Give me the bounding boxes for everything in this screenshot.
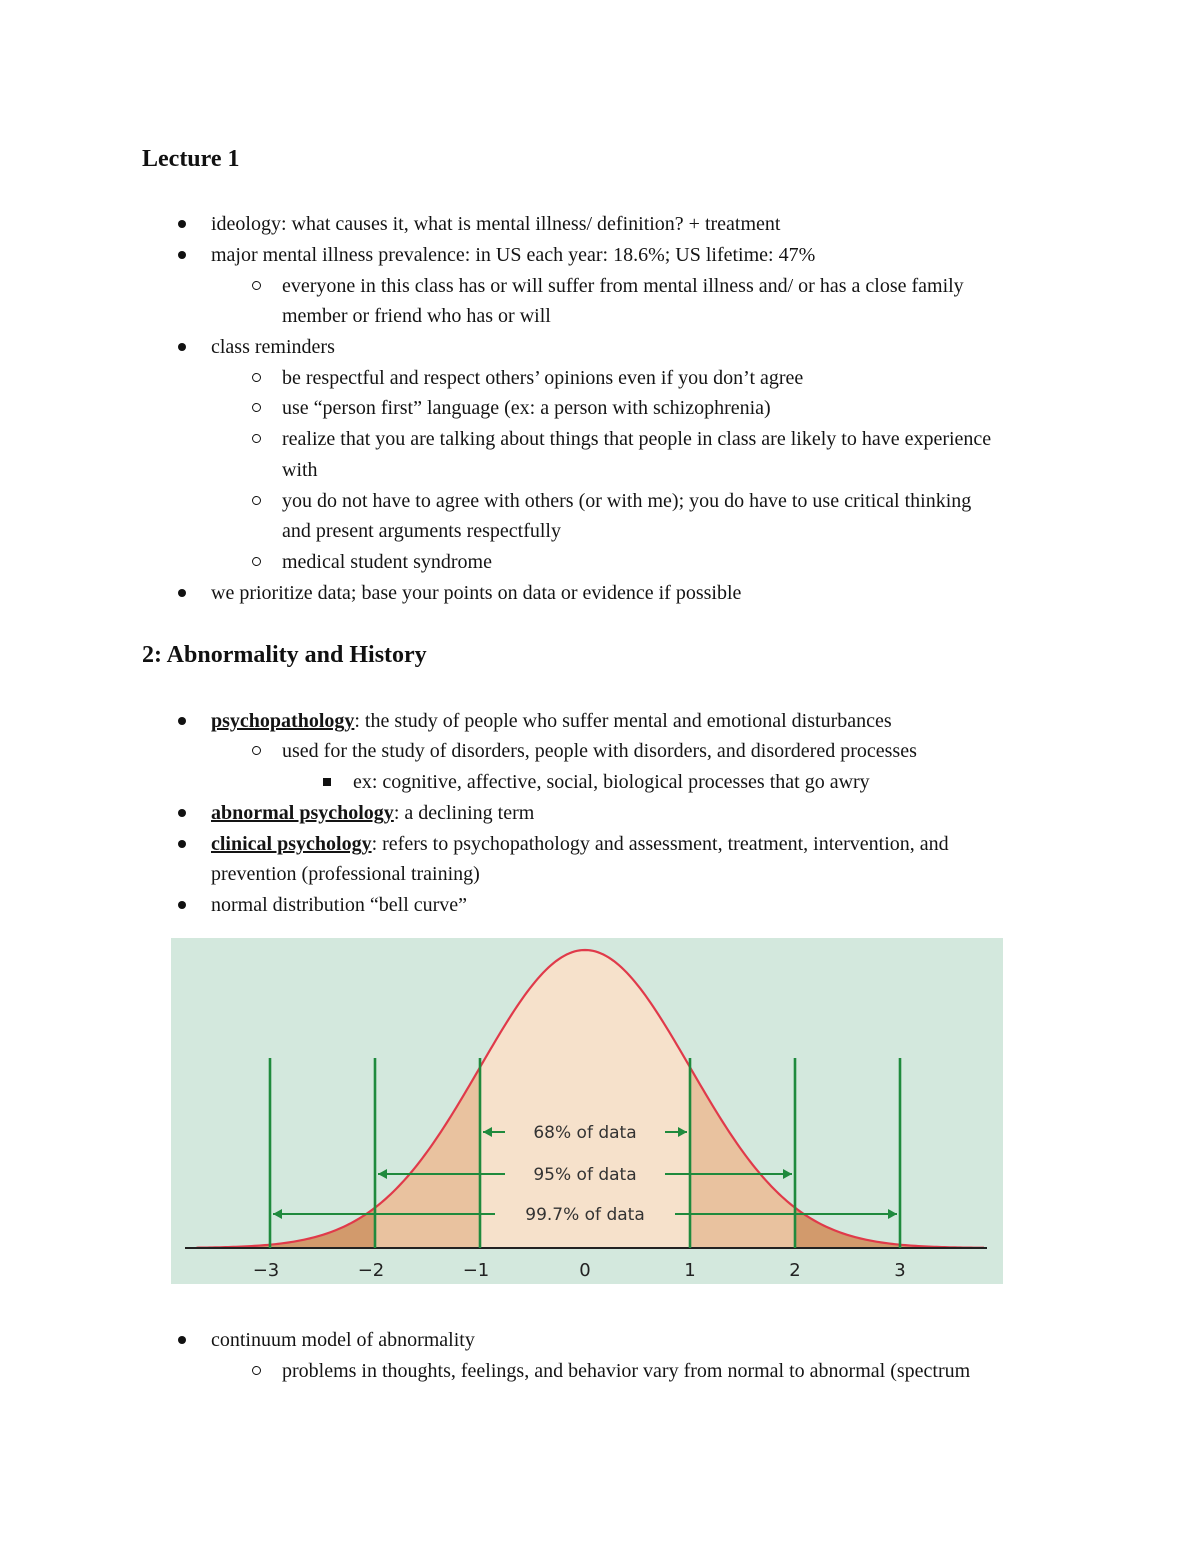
bullet-dot: [172, 332, 192, 362]
bullet-circle: [246, 271, 266, 301]
interval-label: 99.7% of data: [525, 1205, 645, 1225]
definition-abnormal-psychology: : a declining term: [393, 802, 535, 824]
bullet-dot: [172, 829, 192, 859]
sub-item-problems-vary: problems in thoughts, feelings, and behavior vary from normal to abnormal (spectrum: [282, 1360, 971, 1382]
definition-psychopathology: : the study of people who suffer mental and emotional disturbances: [354, 710, 892, 732]
list-item-clinical-psychology: [211, 829, 949, 859]
bullet-square: [317, 767, 337, 797]
definition-clinical-psychology: : refers to psychopathology and assessment, treatment, intervention, and: [371, 833, 949, 855]
term-psychopathology: psychopathology: [211, 710, 355, 732]
sub-item-used-for: used for the study of disorders, people with disorders, and disordered processes: [282, 740, 917, 762]
bullet-circle: [246, 486, 266, 516]
sub-item-realize-line1: realize that you are talking about things that people in class are likely to have experience: [282, 428, 992, 450]
list-item-psychopathology: [211, 706, 892, 736]
definition-clinical-psychology-line2: prevention (professional training): [211, 863, 480, 885]
x-tick-label: 3: [894, 1260, 906, 1281]
list-item-abnormal-psychology: [211, 798, 534, 828]
x-tick-label: 0: [579, 1260, 591, 1281]
heading-abnormality-history: 2: Abnormality and History: [142, 642, 427, 668]
list-item-ideology: ideology: what causes it, what is mental illness/ definition? + treatment: [211, 213, 781, 235]
bullet-dot: [172, 798, 192, 828]
term-clinical-psychology: clinical psychology: [211, 833, 372, 855]
sub-item-agree-line1: you do not have to agree with others (or with me); you do have to use critical thinking: [282, 490, 972, 512]
sub-sub-item-examples: ex: cognitive, affective, social, biological processes that go awry: [353, 771, 870, 793]
bullet-circle: [246, 363, 266, 393]
sub-item-medical-student: medical student syndrome: [282, 551, 492, 573]
list-item-continuum-model: continuum model of abnormality: [211, 1329, 475, 1351]
bullet-dot: [172, 578, 192, 608]
sub-item-agree-line2: and present arguments respectfully: [282, 520, 561, 542]
bullet-dot: [172, 1325, 192, 1355]
bullet-dot: [172, 890, 192, 920]
sub-item-person-first: use “person first” language (ex: a person with schizophrenia): [282, 397, 771, 419]
sub-item-everyone-line1: everyone in this class has or will suffer from mental illness and/ or has a close family: [282, 275, 964, 297]
interval-label: 95% of data: [533, 1165, 637, 1185]
x-tick-label: 1: [684, 1260, 696, 1281]
x-tick-label: −2: [357, 1260, 385, 1281]
bullet-circle: [246, 547, 266, 577]
bullet-dot: [172, 209, 192, 239]
list-item-prevalence: major mental illness prevalence: in US each year: 18.6%; US lifetime: 47%: [211, 244, 816, 266]
bullet-circle: [246, 736, 266, 766]
sub-item-everyone-line2: member or friend who has or will: [282, 305, 551, 327]
bullet-circle: [246, 1356, 266, 1386]
bullet-dot: [172, 240, 192, 270]
heading-lecture-1: Lecture 1: [142, 146, 240, 172]
term-abnormal-psychology: abnormal psychology: [211, 802, 394, 824]
bell-curve-svg: [171, 938, 1003, 1284]
bullet-circle: [246, 393, 266, 423]
list-item-normal-distribution: normal distribution “bell curve”: [211, 894, 468, 916]
x-tick-label: −1: [462, 1260, 490, 1281]
interval-label: 68% of data: [533, 1123, 637, 1143]
bullet-dot: [172, 706, 192, 736]
list-item-class-reminders: class reminders: [211, 336, 335, 358]
x-tick-label: 2: [789, 1260, 801, 1281]
sub-item-realize-line2: with: [282, 459, 318, 481]
list-item-prioritize-data: we prioritize data; base your points on data or evidence if possible: [211, 582, 742, 604]
bullet-circle: [246, 424, 266, 454]
sub-item-respectful: be respectful and respect others’ opinions even if you don’t agree: [282, 367, 804, 389]
x-tick-label: −3: [252, 1260, 280, 1281]
bell-curve-chart: [171, 938, 1003, 1284]
